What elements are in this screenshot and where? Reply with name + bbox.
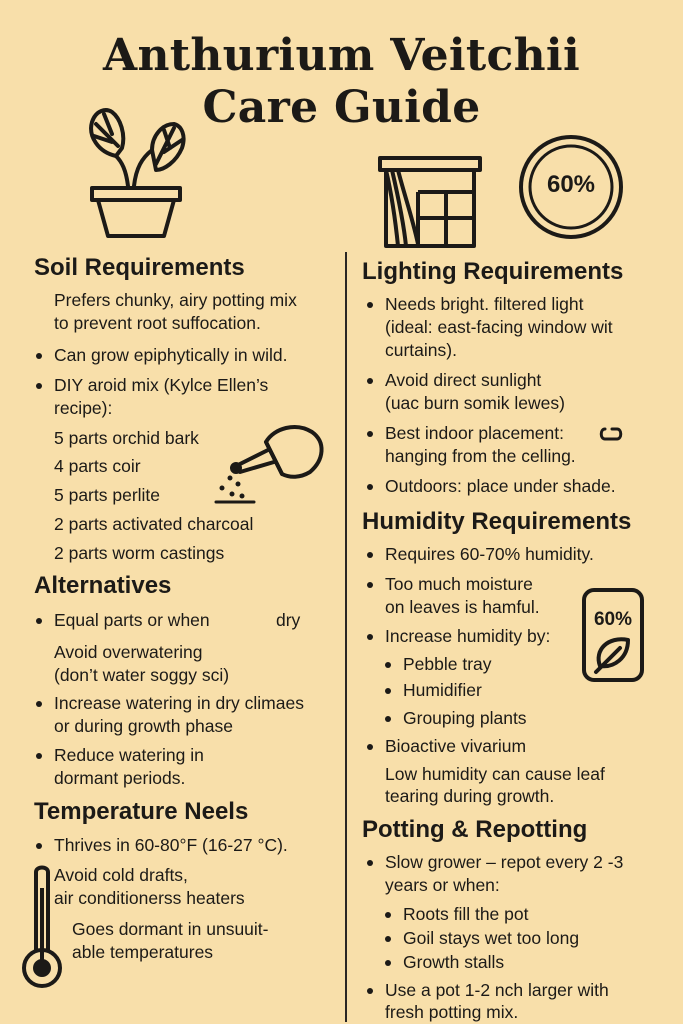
humidity-bullet-3: Increase humidity by: xyxy=(385,626,551,646)
lighting-bullet-2-cont: (uac burn somik lewes) xyxy=(385,393,565,413)
potted-plant-icon xyxy=(82,100,190,240)
alternatives-bullet-2: Increase watering in dry climaes xyxy=(54,693,304,713)
column-divider xyxy=(345,252,347,1022)
humidity-bullet-1: Requires 60-70% humidity. xyxy=(385,544,594,564)
alternatives-note-1: Avoid overwatering xyxy=(54,642,203,662)
lighting-bullet-3-cont: hanging from the celling. xyxy=(385,446,576,466)
potting-bullet-2: Use a pot 1-2 nch larger with xyxy=(385,980,609,1000)
potting-sub-1: Roots fill the pot xyxy=(403,904,529,924)
soil-bullet-2-cont: recipe): xyxy=(54,398,113,418)
soil-recipe-5: 2 parts worm castings xyxy=(54,543,225,563)
humidity-bullet-4: Bioactive vivarium xyxy=(385,736,527,756)
soil-heading: Soil Requirements xyxy=(34,254,245,281)
humidity-bullet-2: Too much moisture xyxy=(385,574,533,594)
left-column xyxy=(34,252,339,1022)
thermometer-icon xyxy=(18,864,66,992)
lighting-bullet-3: Best indoor placement: xyxy=(385,423,564,443)
soil-intro-1: Prefers chunky, airy potting mix xyxy=(54,290,297,310)
humidity-meter-label: 60% xyxy=(593,609,633,630)
temperature-note-1a: Avoid cold drafts, xyxy=(54,865,188,885)
temperature-bullet-1: Thrives in 60-80°F (16-27 °C). xyxy=(54,835,288,855)
lighting-bullet-1-cont-2: curtains). xyxy=(385,340,457,360)
humidity-bullet-2-cont: on leaves is hamful. xyxy=(385,597,540,617)
potting-sub-3: Growth stalls xyxy=(403,952,505,972)
alternatives-bullet-3-cont: dormant periods. xyxy=(54,768,186,788)
alternatives-heading: Alternatives xyxy=(34,572,172,599)
title-line-1: Anthurium Veitchii xyxy=(103,30,580,81)
hook-icon xyxy=(598,426,624,442)
humidity-sub-1: Pebble tray xyxy=(403,654,492,674)
potting-bullet-1-cont: years or when: xyxy=(385,875,500,895)
lighting-bullet-1-cont-1: (ideal: east-facing window wit xyxy=(385,317,613,337)
humidity-sub-2: Humidifier xyxy=(403,680,482,700)
alternatives-bullet-1b: dry xyxy=(276,610,301,630)
lighting-bullet-1: Needs bright. filtered light xyxy=(385,294,584,314)
watering-can-icon xyxy=(214,420,326,504)
soil-bullet-2: DIY aroid mix (Kylce Ellen’s xyxy=(54,375,269,395)
potting-bullet-2-cont: fresh potting mix. xyxy=(385,1002,519,1022)
potting-bullet-1: Slow grower – repot every 2 -3 xyxy=(385,852,624,872)
humidity-note-1: Low humidity can cause leaf xyxy=(385,764,605,784)
title-line-2: Care Guide xyxy=(202,82,481,133)
soil-intro-2: to prevent root suffocation. xyxy=(54,313,261,333)
percent-circle-label: 60% xyxy=(546,171,596,198)
lighting-bullet-2: Avoid direct sunlight xyxy=(385,370,542,390)
alternatives-bullet-2-cont: or during growth phase xyxy=(54,716,233,736)
soil-recipe-3: 5 parts perlite xyxy=(54,485,161,505)
alternatives-bullet-1a: Equal parts or when xyxy=(54,610,210,630)
temperature-note-2b: able temperatures xyxy=(72,942,214,962)
temperature-heading: Temperature Neels xyxy=(34,798,249,825)
soil-recipe-1: 5 parts orchid bark xyxy=(54,428,199,448)
humidity-note-2: tearing during growth. xyxy=(385,786,555,806)
curtained-window-icon xyxy=(378,156,482,248)
soil-recipe-4: 2 parts activated charcoal xyxy=(54,514,254,534)
humidity-sub-3: Grouping plants xyxy=(403,708,527,728)
potting-heading: Potting & Repotting xyxy=(362,816,588,843)
alternatives-bullet-3: Reduce watering in xyxy=(54,745,204,765)
potting-sub-2: Goil stays wet too long xyxy=(403,928,580,948)
temperature-note-1b: air conditionerss heaters xyxy=(54,888,245,908)
soil-bullet-1: Can grow epiphytically in wild. xyxy=(54,345,288,365)
temperature-note-2a: Goes dormant in unsuuit- xyxy=(72,919,269,939)
humidity-meter-icon xyxy=(582,588,644,682)
soil-recipe-2: 4 parts coir xyxy=(54,456,141,476)
lighting-heading: Lighting Requirements xyxy=(362,258,624,285)
humidity-heading: Humidity Requirements xyxy=(362,508,632,535)
lighting-bullet-4: Outdoors: place under shade. xyxy=(385,476,616,496)
alternatives-note-2: (don’t water soggy sci) xyxy=(54,665,230,685)
